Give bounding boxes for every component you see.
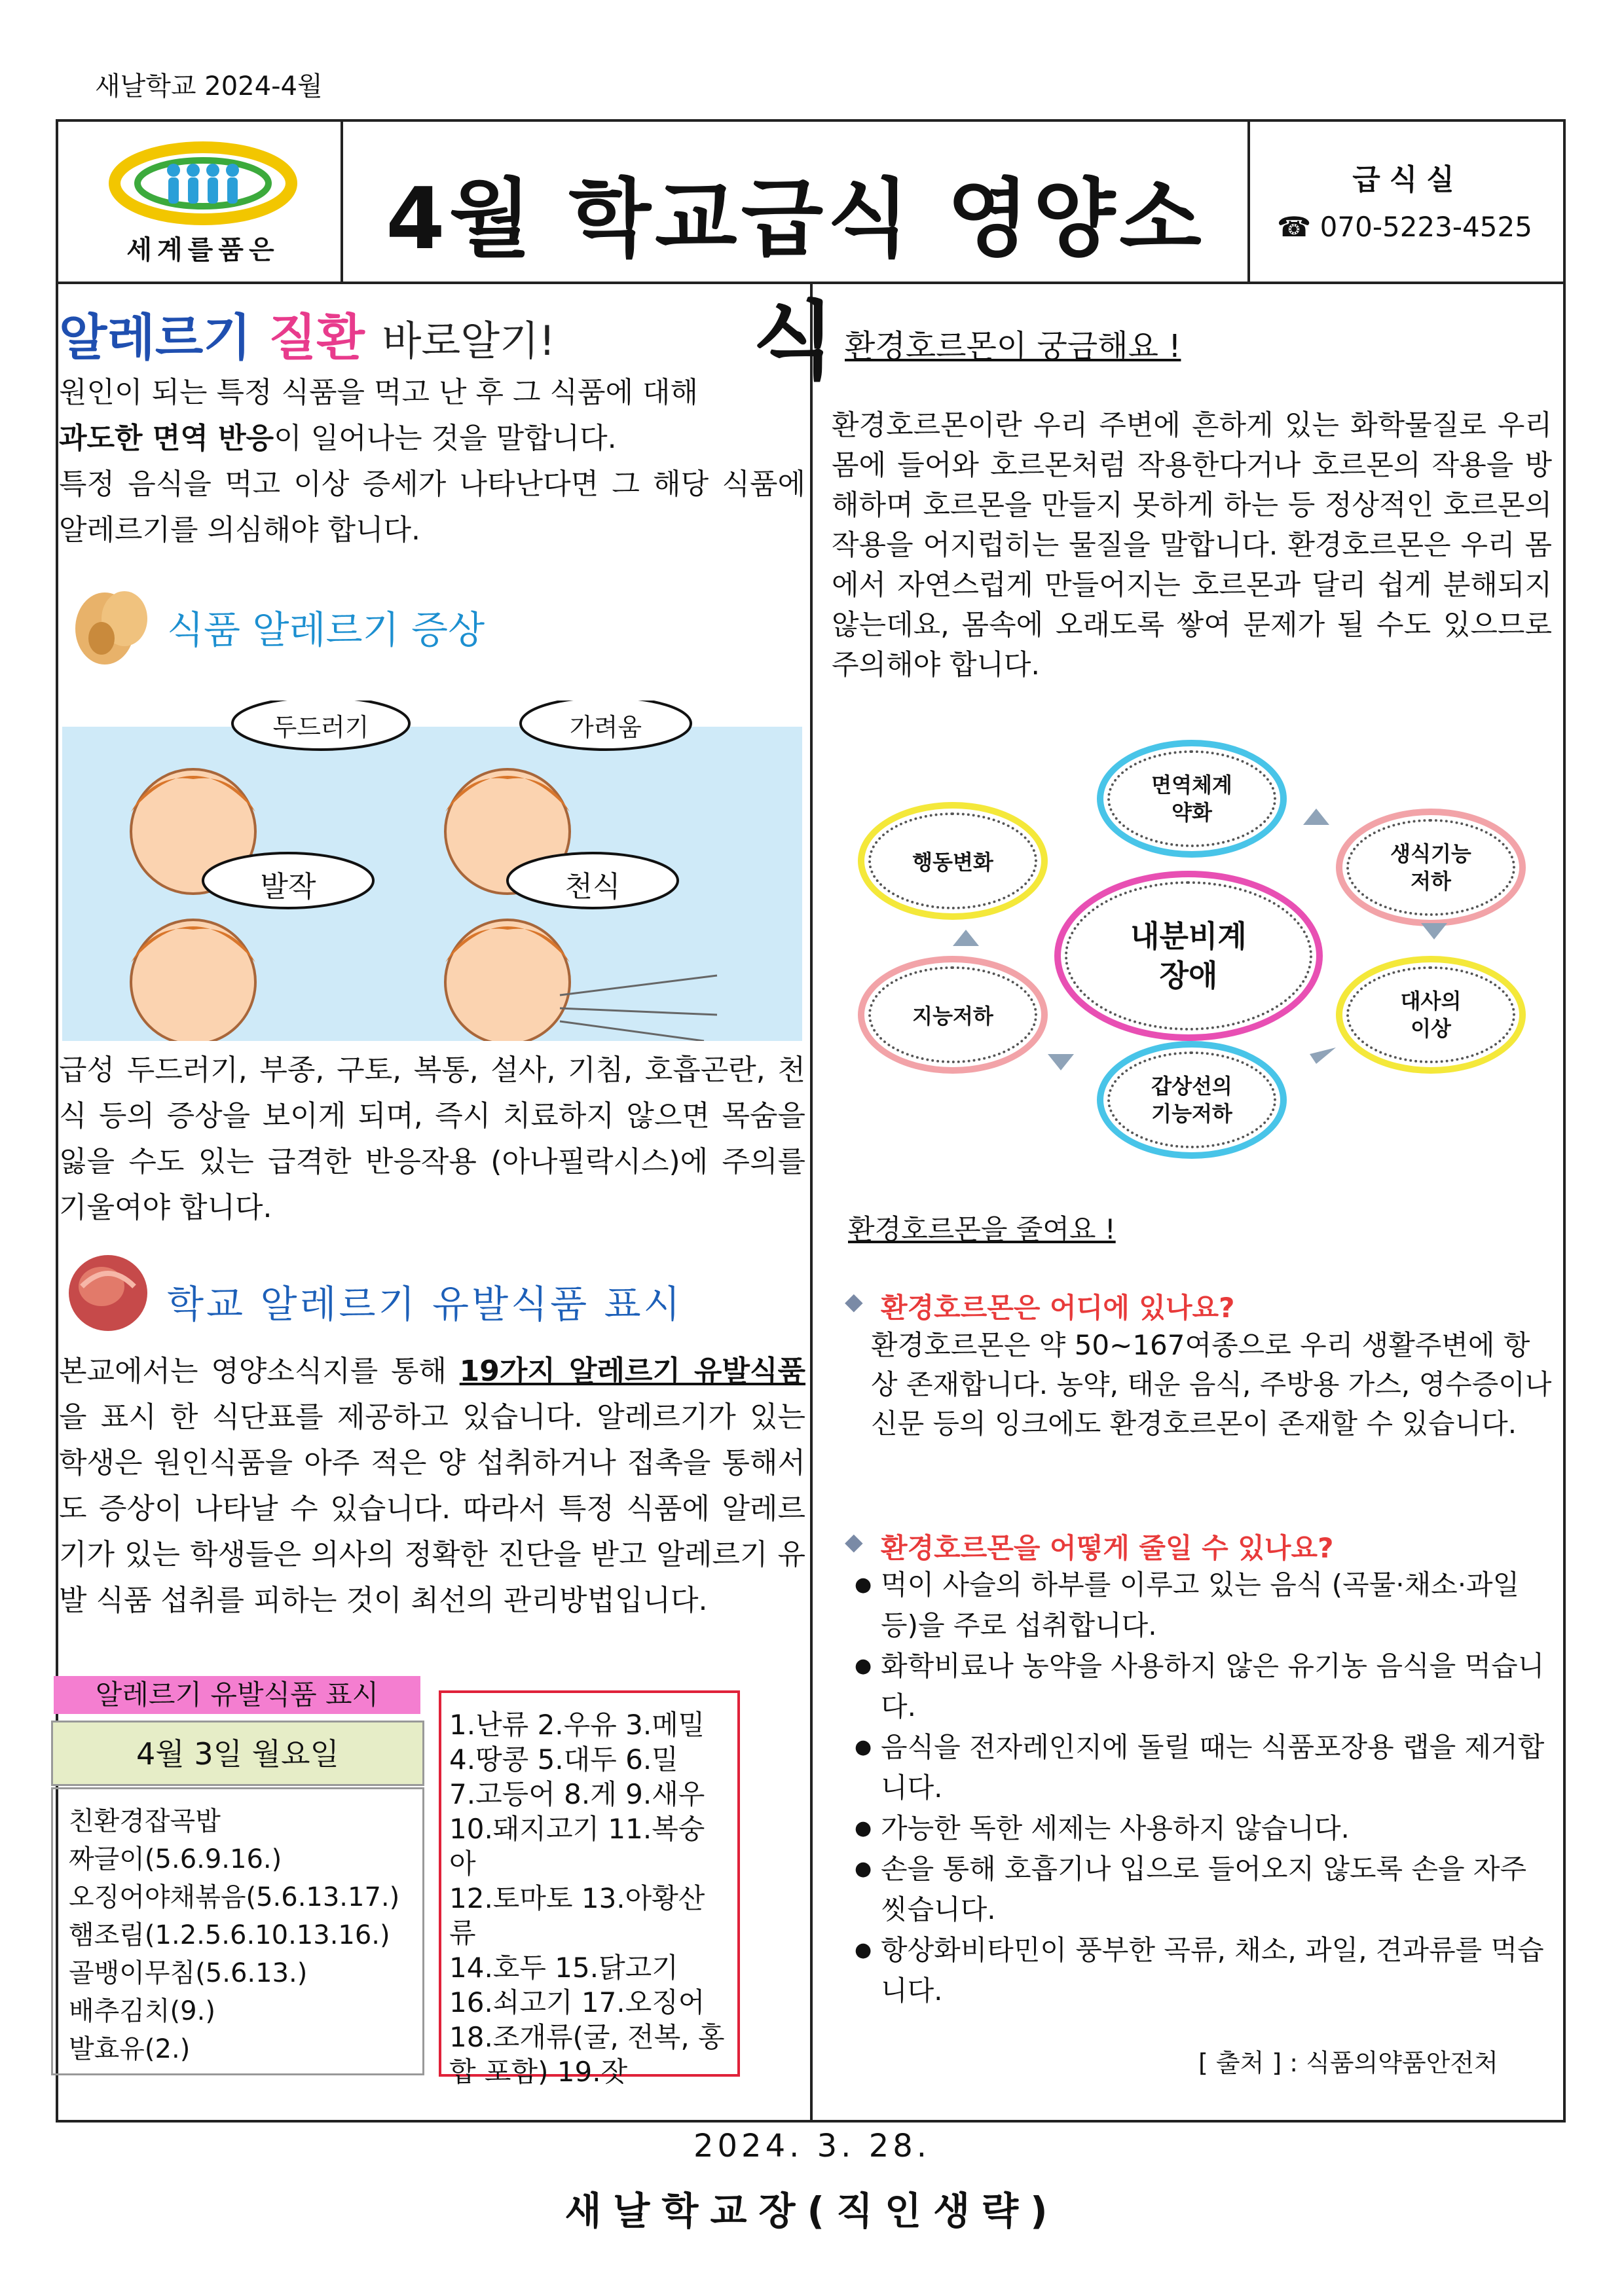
allergen-label: 알레르기 유발식품 표시 xyxy=(54,1676,420,1714)
symptom-label-itch: 가려움 xyxy=(569,713,642,742)
allergen-row: 12.토마토 13.아황산류 xyxy=(449,1882,705,1949)
symptom-label-asthma: 천식 xyxy=(564,870,621,903)
menu-list xyxy=(51,1787,424,2075)
tip-text: 음식을 전자레인지에 돌릴 때는 식품포장용 랩을 제거합니다. xyxy=(881,1731,1545,1804)
diagram-node-behav-label: 행동변화 xyxy=(912,850,993,875)
diagram-center-2: 장애 xyxy=(1159,958,1218,993)
menu-item: 햄조림(1.2.5.6.10.13.16.) xyxy=(69,1920,390,1950)
diagram-center-1: 내분비계 xyxy=(1130,919,1247,954)
allergy-heading-2: 질환 xyxy=(268,308,365,367)
bullet-icon: ● xyxy=(855,1817,872,1840)
symptom-illustration xyxy=(62,701,802,1041)
phone-number: ☎ 070-5223-4525 xyxy=(1277,211,1532,243)
diagram-arrows xyxy=(851,720,1545,1113)
display-text xyxy=(59,1349,805,1624)
diagram-node-metab-2: 이상 xyxy=(1411,1016,1451,1041)
diagram-node-thyroid-1: 갑상선의 xyxy=(1151,1074,1232,1099)
footer-date: 2024. 3. 28. xyxy=(693,2128,931,2164)
display-text-2: 을 표시 한 식단표를 제공하고 있습니다. 알레르기가 있는 학생은 원인식품을 아주 적은 양 섭취하거나 접촉을 통해서도 증상이 나타날 수 있습니다. 따라서 특정 식품에 알레르기가 있는 학생들은 의사의 정확한 진단을 받고 알레르기 유발 식품 섭취를 피하는 것이 최선의 관리방법입니다. xyxy=(59,1400,805,1617)
column-divider xyxy=(810,284,813,2121)
reduce-title: 환경호르몬을 줄여요 ! xyxy=(848,1213,1116,1245)
diagram-node-repro-1: 생식기능 xyxy=(1390,841,1471,866)
footer-signature: 새날학교장(직인생략) xyxy=(564,2189,1060,2233)
display-text-1: 본교에서는 영양소식지를 통해 xyxy=(59,1355,460,1388)
allergy-intro-3: 특정 음식을 먹고 이상 증세가 나타난다면 그 해당 식품에 알레르기를 의심해야 합니다. xyxy=(59,467,805,547)
allergy-heading-1: 알레르기 xyxy=(59,308,251,367)
menu-item: 배추김치(9.) xyxy=(69,1996,215,2026)
header-divider-right xyxy=(1247,122,1250,283)
allergen-row: 18.조개류(굴, 전복, 홍 xyxy=(449,2021,725,2053)
menu-date: 4월 3일 월요일 xyxy=(51,1721,424,1786)
symptom-label-seizure: 발작 xyxy=(260,870,316,903)
tip-text: 화학비료나 농약을 사용하지 않은 유기농 음식을 먹습니다. xyxy=(881,1650,1545,1722)
tip-text: 먹이 사슬의 하부를 이루고 있는 음식 (곡물·채소·과일 등)을 주로 섭취합니다. xyxy=(881,1569,1520,1641)
allergen-row: 10.돼지고기 11.복숭아 xyxy=(449,1813,705,1880)
header-divider-left xyxy=(341,122,343,283)
source-credit: [ 출처 ] : 식품의약품안전처 xyxy=(1198,2049,1498,2077)
allergen-row: 4.땅콩 5.대두 6.밀 xyxy=(449,1743,678,1776)
allergen-row: 14.호두 15.닭고기 xyxy=(449,1952,678,1984)
bullet-icon: ● xyxy=(855,1939,872,1961)
cube-icon: ◆ xyxy=(845,1529,863,1556)
tip-item xyxy=(855,1849,1555,1930)
env-intro: 환경호르몬이란 우리 주변에 흔하게 있는 화학물질로 우리 몸에 들어와 호르몬처럼 작용한다거나 호르몬의 작용을 방해하며 호르몬을 만들지 못하게 하는 등 정상적인 호르몬의 작용을 어지럽히는 물질을 말합니다. 환경호르몬은 우리 몸에서 자연스럽게 만들어지는 호르몬과 달리 쉽게 분해되지 않는데요, 몸속에 오래도록 쌓여 문제가 될 수도 있으므로 주의해야 합니다. xyxy=(832,409,1552,682)
allergen-row: 7.고등어 8.게 9.새우 xyxy=(449,1778,705,1810)
tip-text: 가능한 독한 세제는 사용하지 않습니다. xyxy=(881,1812,1350,1844)
bullet-icon: ● xyxy=(855,1573,872,1596)
office-label: 급식실 xyxy=(1352,163,1464,196)
tip-item xyxy=(855,1930,1555,2011)
tip-item xyxy=(855,1646,1555,1727)
logo-text: 세계를품은 xyxy=(126,235,280,265)
bullet-icon: ● xyxy=(855,1857,872,1880)
diagram-node-immune-2: 약화 xyxy=(1172,800,1212,825)
tip-item xyxy=(855,1727,1555,1808)
menu-item: 오징어야채볶음(5.6.13.17.) xyxy=(69,1882,400,1912)
diagram-node-thyroid-2: 기능저하 xyxy=(1151,1101,1232,1126)
menu-item: 짜글이(5.6.9.16.) xyxy=(69,1844,282,1874)
tip-item xyxy=(855,1565,1555,1646)
allergy-intro-bold: 과도한 면역 반응 xyxy=(59,422,274,455)
allergy-heading-3: 바로알기! xyxy=(382,317,555,365)
page-title: 4월 학교급식 영양소식 xyxy=(386,169,1206,391)
diagram-node-metab-1: 대사의 xyxy=(1400,989,1462,1013)
allergy-intro-2: 이 일어나는 것을 말합니다. xyxy=(274,422,617,455)
allergen-list xyxy=(439,1690,740,2088)
question-2: 환경호르몬을 어떻게 줄일 수 있나요? xyxy=(881,1532,1334,1564)
menu-item: 골뱅이무침(5.6.13.) xyxy=(69,1958,308,1988)
allergy-intro xyxy=(59,370,805,553)
menu-item: 친환경잡곡밥 xyxy=(69,1806,221,1836)
allergen-row: 1.난류 2.우유 3.메밀 xyxy=(449,1709,705,1741)
bullet-icon: ● xyxy=(855,1654,872,1677)
answer-1: 환경호르몬은 약 50~167여종으로 우리 생활주변에 항상 존재합니다. 농약, 태운 음식, 주방용 가스, 영수증이나 신문 등의 잉크에도 환경호르몬이 존재할 수 있습니다. xyxy=(871,1329,1552,1440)
symptom-text: 급성 두드러기, 부종, 구토, 복통, 설사, 기침, 호흡곤란, 천식 등의 증상을 보이게 되며, 즉시 치료하지 않으면 목숨을 잃을 수도 있는 급격한 반응작용 (아나필락시스)에 주의를 기울여야 합니다. xyxy=(59,1053,805,1224)
symptom-label-hives: 두드러기 xyxy=(272,713,369,742)
tip-item xyxy=(855,1808,1555,1849)
tip-text: 손을 통해 호흡기나 입으로 들어오지 않도록 손을 자주 씻습니다. xyxy=(881,1853,1527,1925)
question-1: 환경호르몬은 어디에 있나요? xyxy=(881,1292,1235,1324)
menu-item: 발효유(2.) xyxy=(69,2034,191,2064)
allergy-intro-1: 원인이 되는 특정 식품을 먹고 난 후 그 식품에 대해 xyxy=(59,376,698,409)
symptom-heading: 식품 알레르기 증상 xyxy=(167,608,485,652)
display-text-underlined: 19가지 알레르기 유발식품 xyxy=(459,1355,806,1388)
allergen-row: 16.쇠고기 17.오징어 xyxy=(449,1986,705,2018)
diagram-node-immune-1: 면역체계 xyxy=(1151,773,1232,797)
display-heading: 학교 알레르기 유발식품 표시 xyxy=(167,1282,683,1326)
tip-text: 항상화비타민이 풍부한 곡류, 채소, 과일, 견과류를 먹습니다. xyxy=(881,1934,1544,2007)
allergen-row: 합 포함) 19.잣 xyxy=(449,2056,628,2088)
allergy-heading xyxy=(59,298,555,369)
bullet-icon: ● xyxy=(855,1736,872,1758)
food-icon xyxy=(62,1247,154,1339)
env-title: 환경호르몬이 궁금해요 ! xyxy=(845,328,1181,365)
tips-list xyxy=(855,1565,1555,2011)
top-label: 새날학교 2024-4월 xyxy=(95,71,323,101)
school-logo-icon xyxy=(105,134,301,226)
diagram-node-repro-2: 저하 xyxy=(1411,869,1451,894)
cube-icon: ◆ xyxy=(845,1288,863,1315)
diagram-node-intel-label: 지능저하 xyxy=(912,1004,993,1029)
peanut-icon xyxy=(65,579,157,671)
